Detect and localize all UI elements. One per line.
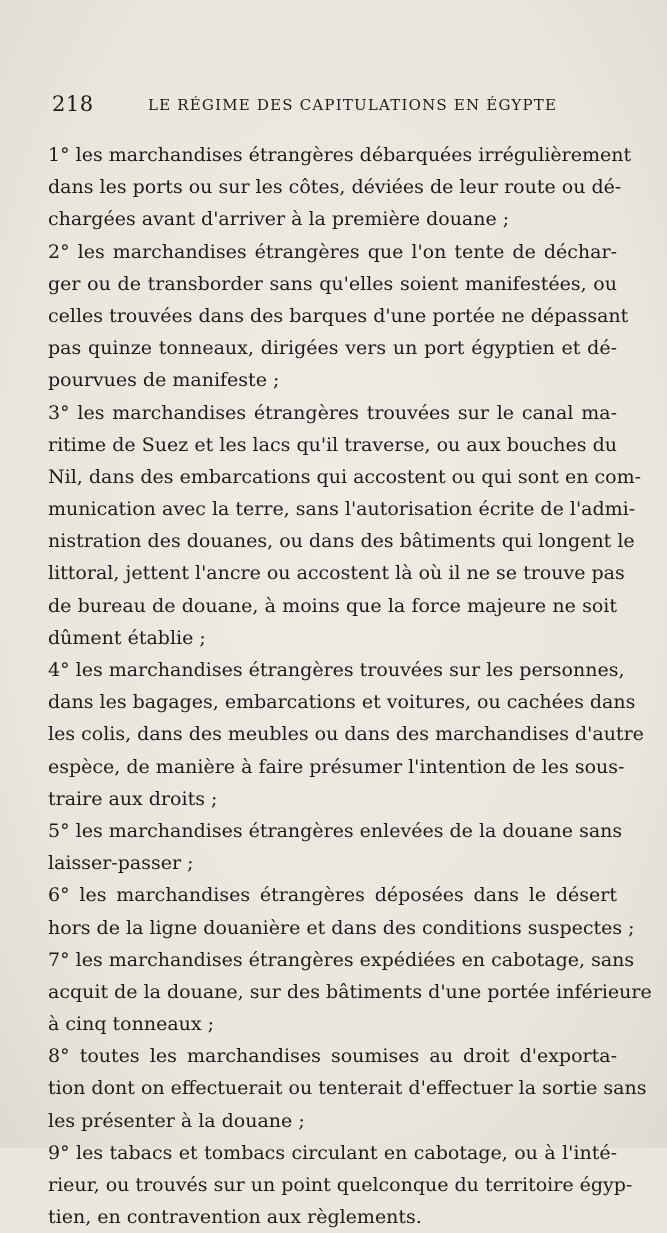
text-line: 7° les marchandises étrangères expédiées en cabotage, sans <box>48 948 635 971</box>
running-head: LE RÉGIME DES CAPITULATIONS EN ÉGYPTE <box>148 96 558 114</box>
text-line: à cinq tonneaux ; <box>48 1013 215 1036</box>
text-line: 1° les marchandises étrangères débarquées irrégulièrement <box>48 144 632 166</box>
text-line: espèce, de manière à faire présumer l'intention de les sous- <box>48 755 625 778</box>
text-line: dans les ports ou sur les côtes, déviées de leur route ou dé- <box>48 176 622 199</box>
text-line: 5° les marchandises étrangères enlevées de la douane sans <box>48 819 623 842</box>
text-line: acquit de la douane, sur des bâtiments d'une portée inférieure <box>48 980 652 1003</box>
text-line: chargées avant d'arriver à la première douane ; <box>48 208 510 231</box>
text-line: 8° toutes les marchandises soumises au droit d'exporta- <box>48 1045 617 1068</box>
text-line: hors de la ligne douanière et dans des conditions suspectes ; <box>48 916 635 939</box>
text-line: pas quinze tonneaux, dirigées vers un port égyptien et dé- <box>48 337 617 360</box>
text-line: celles trouvées dans des barques d'une portée ne dépassant <box>48 304 629 327</box>
text-line: laisser-passer ; <box>48 852 194 875</box>
text-line: ritime de Suez et les lacs qu'il traverse, ou aux bouches du <box>48 433 617 456</box>
text-line: rieur, ou trouvés sur un point quelconque du territoire égyp- <box>48 1174 633 1196</box>
page-number: 218 <box>52 92 94 116</box>
text-line: 6° les marchandises étrangères déposées dans le désert <box>48 884 617 907</box>
text-line: 9° les tabacs et tombacs circulant en cabotage, ou à l'inté- <box>48 1141 617 1164</box>
text-line: 4° les marchandises étrangères trouvées sur les personnes, <box>48 659 625 681</box>
text-line: dans les bagages, embarcations et voitures, ou cachées dans <box>48 691 636 714</box>
text-line: pourvues de manifeste ; <box>48 369 280 392</box>
text-line: tion dont on effectuerait ou tenterait d'effectuer la sortie sans <box>48 1077 647 1100</box>
text-line: dûment établie ; <box>48 626 206 649</box>
text-line: 2° les marchandises étrangères que l'on tente de déchar- <box>48 240 617 263</box>
text-line: littoral, jettent l'ancre ou accostent là où il ne se trouve pas <box>48 562 625 585</box>
text-line: de bureau de douane, à moins que la force majeure ne soit <box>48 594 617 617</box>
text-line: tien, en contravention aux règlements. <box>48 1206 422 1229</box>
text-line: nistration des douanes, ou dans des bâtiments qui longent le <box>48 530 635 553</box>
text-line: ger ou de transborder sans qu'elles soient manifestées, ou <box>48 272 617 295</box>
body-text <box>48 139 652 1233</box>
text-line: 3° les marchandises étrangères trouvées sur le canal ma- <box>48 401 617 424</box>
text-line: Nil, dans des embarcations qui accostent ou qui sont en com- <box>48 465 642 488</box>
text-line: les présenter à la douane ; <box>48 1109 305 1132</box>
text-line: les colis, dans des meubles ou dans des marchandises d'autre <box>48 723 644 746</box>
text-line: traire aux droits ; <box>48 787 218 810</box>
text-line: munication avec la terre, sans l'autorisation écrite de l'admi- <box>48 498 636 521</box>
